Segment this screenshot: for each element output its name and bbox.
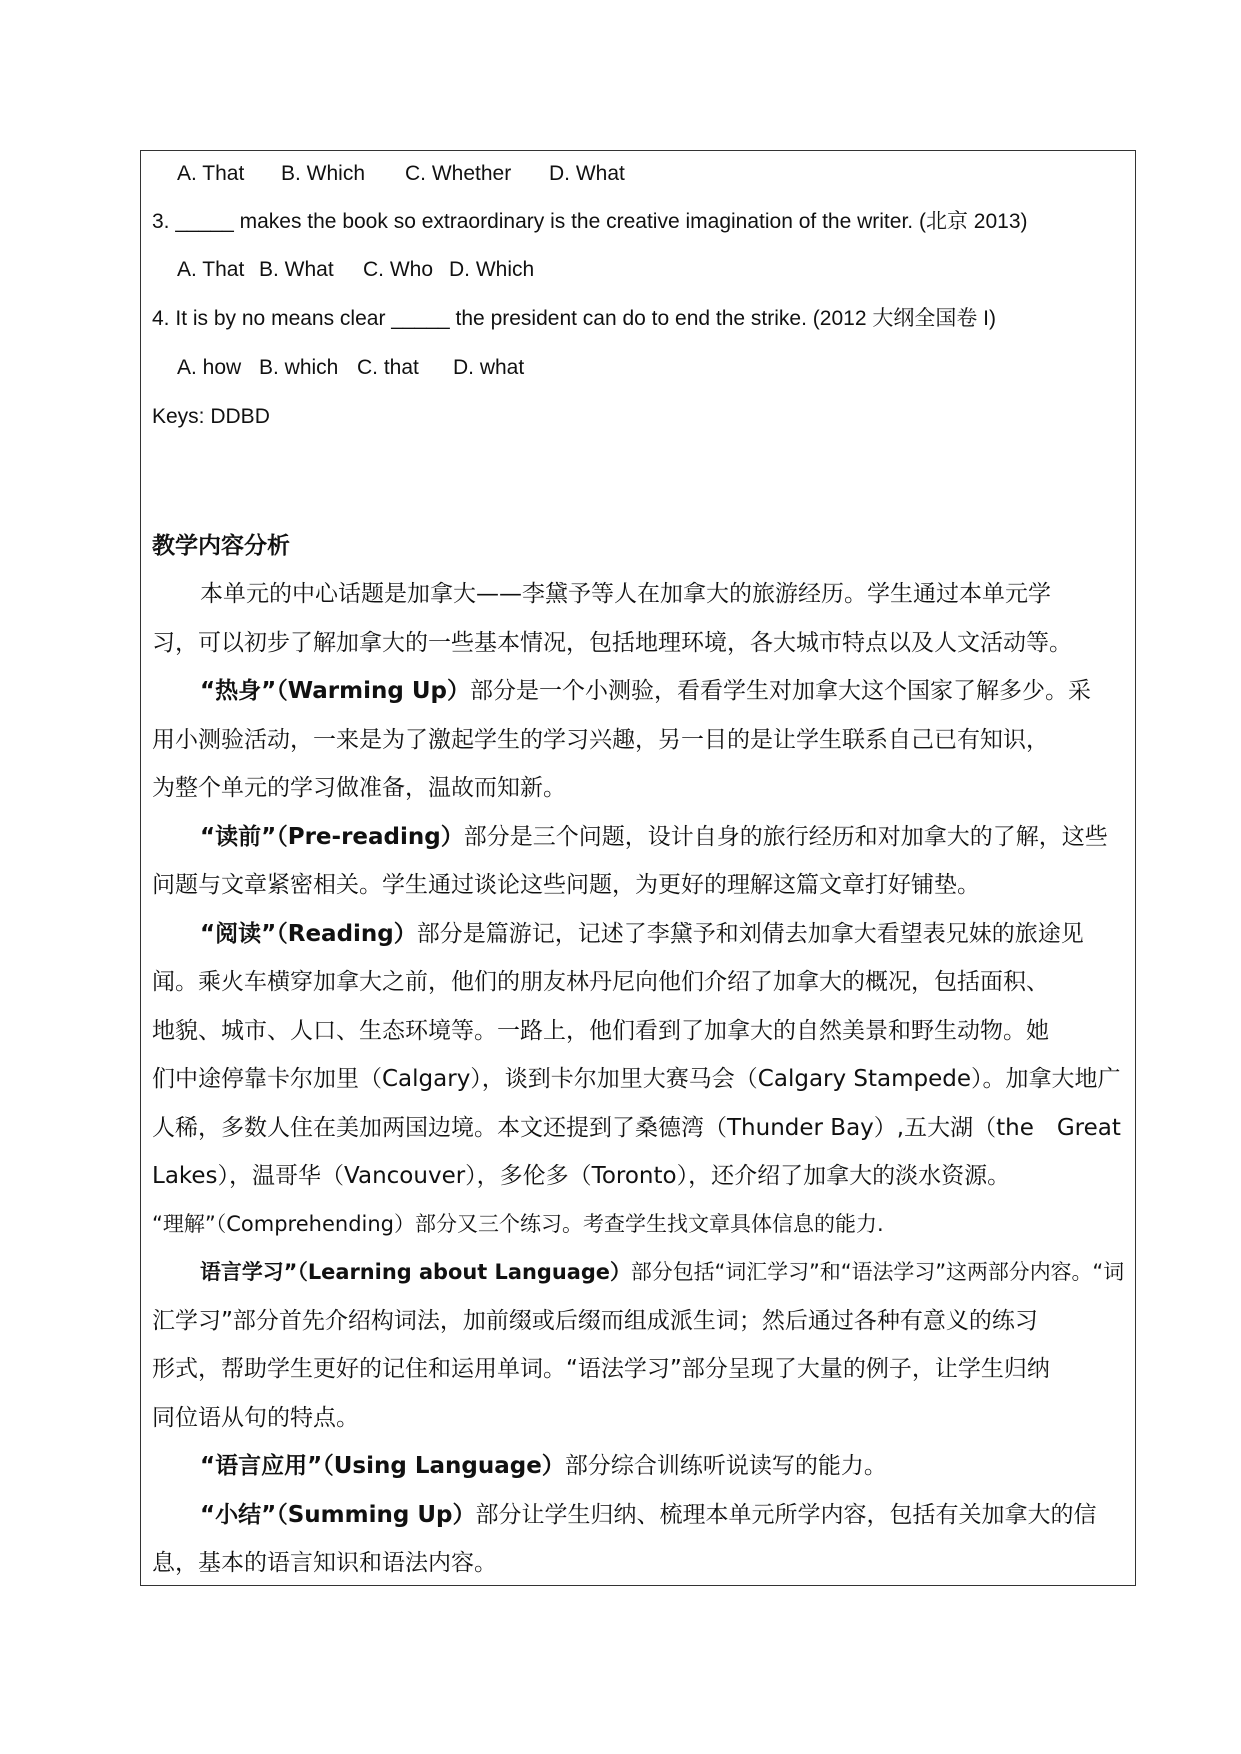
q3-option-a: A. That — [177, 258, 245, 281]
warmup-line-3: 为整个单元的学习做准备，温故而知新。 — [152, 775, 566, 801]
reading-label: “阅读”（Reading） — [200, 921, 417, 947]
q3-option-c: C. Who — [363, 258, 434, 281]
language-line-3: 形式，帮助学生更好的记住和运用单词。“语法学习”部分呈现了大量的例子，让学生归纳 — [152, 1356, 1050, 1382]
q2-option-a: A. That — [177, 162, 245, 185]
summing-label: “小结”（Summing Up） — [200, 1502, 476, 1528]
reading-line-4: 们中途停靠卡尔加里（Calgary），谈到卡尔加里大赛马会（Calgary Stampede）。加拿大地广 — [152, 1066, 1121, 1092]
intro-line-1: 本单元的中心话题是加拿大——李黛予等人在加拿大的旅游经历。学生通过本单元学 — [200, 581, 1051, 607]
q2-option-d: D. What — [549, 162, 625, 185]
answer-keys: Keys: DDBD — [152, 405, 270, 428]
q3-number: 3. — [152, 210, 170, 233]
q3-option-b: B. What — [259, 258, 334, 281]
q4-text-before: It is by no means clear — [175, 307, 386, 330]
q3-source: (北京 2013) — [918, 210, 1028, 233]
q4-text-after: the president can do to end the strike. — [455, 307, 807, 330]
prereading-line-2: 问题与文章紧密相关。学生通过谈论这些问题，为更好的理解这篇文章打好铺垫。 — [152, 872, 980, 898]
q3-option-d: D. Which — [449, 258, 535, 281]
intro-line-2: 习，可以初步了解加拿大的一些基本情况，包括地理环境，各大城市特点以及人文活动等。 — [152, 630, 1072, 656]
q4-source: (2012 大纲全国卷 I) — [812, 307, 997, 330]
q4-option-d: D. what — [453, 356, 525, 379]
reading-line-6: Lakes），温哥华（Vancouver），多伦多（Toronto），还介绍了加拿大的淡水资源。 — [152, 1163, 1011, 1189]
language-line-2: 汇学习”部分首先介绍构词法，加前缀或后缀而组成派生词；然后通过各种有意义的练习 — [152, 1308, 1038, 1334]
summing-paragraph-line-1 — [200, 1500, 1096, 1530]
q4-option-c: C. that — [357, 356, 419, 379]
q4-option-b: B. which — [259, 356, 339, 379]
q4-number: 4. — [152, 307, 170, 330]
prereading-label: “读前”（Pre-reading） — [200, 824, 464, 850]
reading-line-3: 地貌、城市、人口、生态环境等。一路上，他们看到了加拿大的自然美景和野生动物。她 — [152, 1018, 1049, 1044]
q3-options — [177, 256, 534, 284]
analysis-heading: 教学内容分析 — [152, 533, 290, 559]
comprehending-line: “理解”（Comprehending）部分又三个练习。考查学生找文章具体信息的能力. — [152, 1212, 884, 1236]
q3-stem — [152, 208, 1028, 236]
reading-text-1: 部分是篇游记，记述了李黛予和刘倩去加拿大看望表兄妹的旅途见 — [416, 921, 1084, 947]
q3-text: makes the book so extraordinary is the creative imagination of the writer. — [239, 210, 914, 233]
q2-option-b: B. Which — [281, 162, 366, 185]
q4-stem — [152, 305, 996, 333]
q4-option-a: A. how — [177, 356, 242, 379]
warmup-paragraph-line-1 — [200, 676, 1091, 706]
language-paragraph-line-1 — [200, 1257, 1124, 1287]
warmup-line-2: 用小测验活动，一来是为了激起学生的学习兴趣，另一目的是让学生联系自己已有知识， — [152, 727, 1049, 753]
summing-text-1: 部分让学生归纳、梳理本单元所学内容，包括有关加拿大的信 — [475, 1502, 1097, 1528]
q3-blank: _____ — [175, 210, 234, 233]
language-label: 语言学习”（Learning about Language） — [200, 1260, 631, 1284]
using-text-1: 部分综合训练听说读写的能力。 — [564, 1453, 887, 1479]
q4-blank: _____ — [391, 307, 450, 330]
q4-options — [177, 354, 524, 382]
using-label: “语言应用”（Using Language） — [200, 1453, 565, 1479]
q2-options — [177, 160, 625, 188]
language-text-1: 部分包括“词汇学习”和“语法学习”这两部分内容。“词 — [630, 1260, 1125, 1284]
reading-line-2: 闻。乘火车横穿加拿大之前，他们的朋友林丹尼向他们介绍了加拿大的概况，包括面积、 — [152, 969, 1049, 995]
warmup-label: “热身”（Warming Up） — [200, 678, 470, 704]
language-line-4: 同位语从句的特点。 — [152, 1405, 359, 1431]
reading-line-5: 人稀，多数人住在美加两国边境。本文还提到了桑德湾（Thunder Bay）,五大湖（the Great — [152, 1115, 1121, 1141]
reading-paragraph-line-1 — [200, 919, 1084, 949]
q2-option-c: C. Whether — [405, 162, 512, 185]
prereading-text-1: 部分是三个问题，设计自身的旅行经历和对加拿大的了解，这些 — [463, 824, 1108, 850]
prereading-paragraph-line-1 — [200, 822, 1108, 852]
warmup-text-1: 部分是一个小测验，看看学生对加拿大这个国家了解多少。采 — [469, 678, 1091, 704]
summing-line-2: 息，基本的语言知识和语法内容。 — [152, 1550, 497, 1576]
using-paragraph-line-1 — [200, 1451, 887, 1481]
